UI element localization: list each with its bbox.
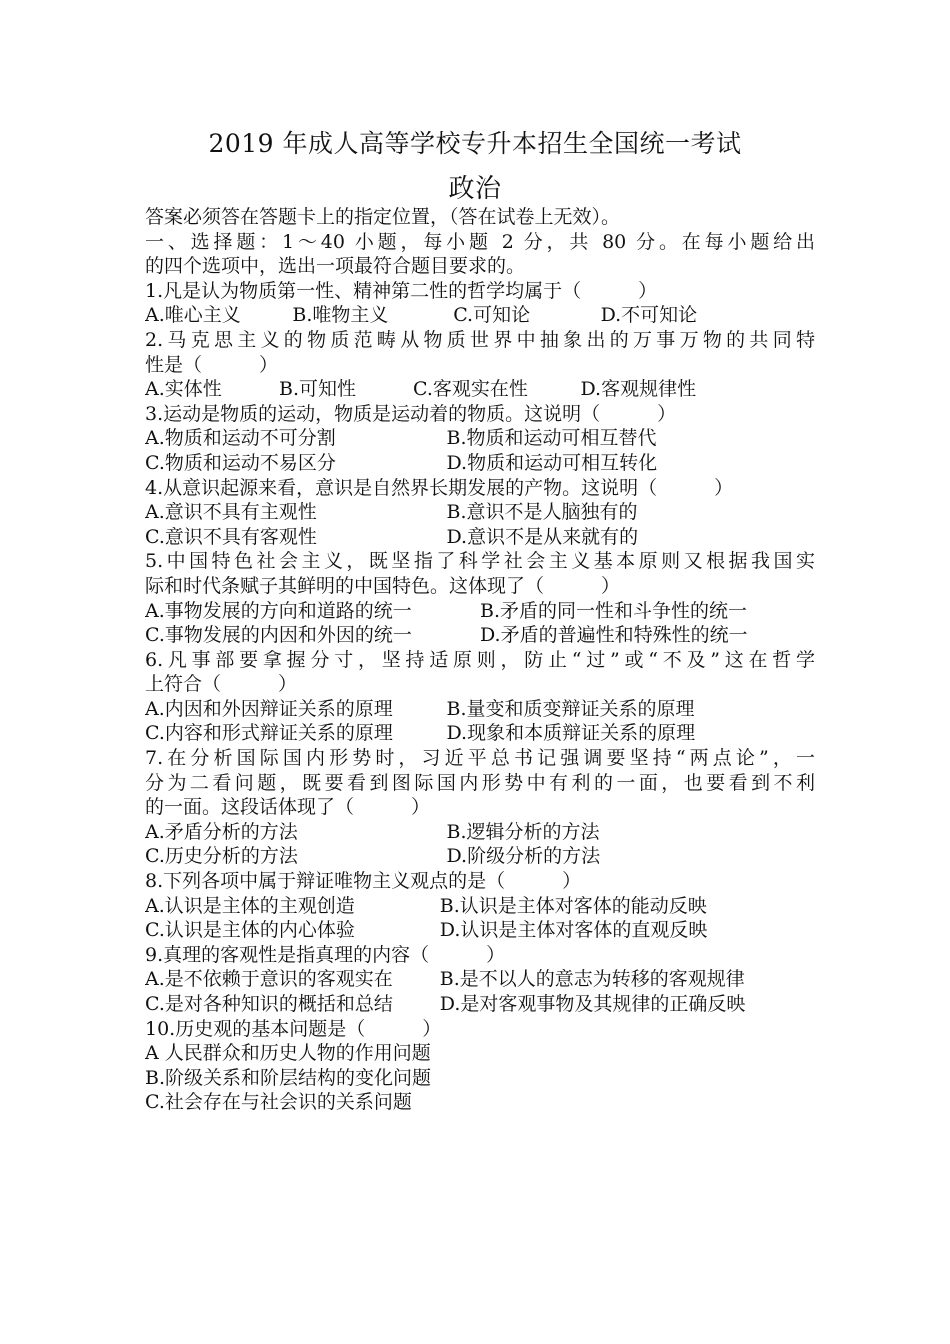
- question-4: [145, 476, 815, 550]
- question-10: [145, 1017, 815, 1115]
- option-row: [145, 500, 815, 525]
- option-row: [145, 377, 815, 402]
- question-stem-continued: 上符合（ ）: [145, 673, 298, 696]
- option-row: [145, 623, 815, 648]
- option-row: [145, 426, 815, 451]
- option-b: B.是不以人的意志为转移的客观规律: [439, 968, 745, 991]
- question-stem: 4.从意识起源来看，意识是自然界长期发展的产物。这说明（ ）: [145, 476, 734, 499]
- question-8: [145, 869, 815, 943]
- option-b: B.量变和质变辩证关系的原理: [446, 697, 695, 720]
- option-c: C.可知论: [453, 304, 531, 327]
- option-row: [145, 918, 815, 943]
- exam-content: [145, 205, 815, 1115]
- question-9: [145, 943, 815, 1017]
- option-c: C.社会存在与社会识的关系问题: [145, 1091, 412, 1114]
- option-row: [145, 721, 815, 746]
- option-a: A.意识不具有主观性: [145, 501, 317, 524]
- option-row: [145, 525, 815, 550]
- option-d: D.现象和本质辩证关系的原理: [446, 722, 696, 745]
- option-row: [145, 967, 815, 992]
- option-a: A.物质和运动不可分割: [145, 427, 336, 450]
- option-a: A.唯心主义: [145, 304, 241, 327]
- option-c: C.是对各种知识的概括和总结: [145, 993, 393, 1015]
- question-5: [145, 549, 815, 647]
- option-c: C.历史分析的方法: [145, 845, 298, 868]
- question-stem-continued: 的一面。这段话体现了（ ）: [145, 796, 431, 819]
- exam-title: 2019 年成人高等学校专升本招生全国统一考试: [208, 129, 742, 158]
- option-a: A.内因和外因辩证关系的原理: [145, 697, 393, 720]
- option-c: C.内容和形式辩证关系的原理: [145, 722, 393, 745]
- option-a: A.事物发展的方向和道路的统一: [145, 599, 412, 622]
- option-a: A 人民群众和历史人物的作用问题: [145, 1042, 431, 1065]
- option-d: D.是对客观事物及其规律的正确反映: [439, 993, 746, 1015]
- option-b: B.矛盾的同一性和斗争性的统一: [480, 599, 748, 622]
- option-a: A.是不依赖于意识的客观实在: [145, 968, 393, 991]
- question-stem: 8.下列各项中属于辩证唯物主义观点的是（ ）: [145, 870, 582, 893]
- question-stem: 3.运动是物质的运动，物质是运动着的物质。这说明（ ）: [145, 402, 677, 425]
- question-stem-continued: 性是（ ）: [145, 353, 279, 376]
- option-row: [145, 451, 815, 476]
- option-c: C.认识是主体的内心体验: [145, 919, 355, 942]
- question-stem-continued: 分为二看问题，既要看到图际国内形势中有利的一面，也要看到不利: [145, 771, 815, 794]
- option-row: [145, 697, 815, 722]
- question-stem: 5.中国特色社会主义，既坚指了科学社会主义基本原则又根据我国实: [145, 550, 815, 573]
- option-row: [145, 894, 815, 919]
- question-stem: 2.马克思主义的物质范畴从物质世界中抽象出的万事万物的共同特: [145, 328, 815, 351]
- section-heading-line-2: 的四个选项中，选出一项最符合题目要求的。: [145, 255, 526, 278]
- question-stem: 10.历史观的基本问题是（ ）: [145, 1017, 442, 1040]
- instruction-note: 答案必须答在答题卡上的指定位置，（答在试卷上无效）。: [145, 206, 621, 228]
- question-7: [145, 746, 815, 869]
- option-c: C.意识不具有客观性: [145, 525, 317, 548]
- option-c: C.物质和运动不易区分: [145, 451, 336, 474]
- option-a: A.实体性: [145, 378, 222, 401]
- option-d: D.物质和运动可相互转化: [446, 451, 658, 474]
- option-d: D.矛盾的普遍性和特殊性的统一: [480, 624, 748, 647]
- option-b: B.逻辑分析的方法: [446, 820, 600, 843]
- question-stem: 7.在分析国际国内形势时，习近平总书记强调要坚持“两点论”，一: [145, 747, 815, 770]
- option-b: B.认识是主体对客体的能动反映: [439, 894, 707, 917]
- option-a: A.矛盾分析的方法: [145, 820, 298, 843]
- section-heading-line-1: 一、选择题：1～40 小题，每小题 2 分，共 80 分。在每小题给出: [145, 230, 815, 253]
- option-d: D.客观规律性: [580, 378, 697, 401]
- option-d: D.意识不是从来就有的: [446, 525, 639, 548]
- option-b: B.物质和运动可相互替代: [446, 427, 657, 450]
- option-a: A.认识是主体的主观创造: [145, 894, 355, 917]
- option-b: B.意识不是人脑独有的: [446, 501, 638, 524]
- option-b: B.唯物主义: [292, 304, 389, 327]
- question-1: [145, 279, 815, 328]
- option-b: B.阶级关系和阶层结构的变化问题: [145, 1066, 432, 1089]
- option-c: C.事物发展的内因和外因的统一: [145, 624, 412, 647]
- question-2: [145, 328, 815, 402]
- question-stem-continued: 际和时代条赋子其鲜明的中国特色。这体现了（ ）: [145, 574, 621, 597]
- option-d: D.认识是主体对客体的直观反映: [439, 919, 708, 942]
- option-row: [145, 303, 815, 328]
- option-row: [145, 599, 815, 624]
- option-row: [145, 820, 815, 845]
- question-3: [145, 402, 815, 476]
- question-stem: 9.真理的客观性是指真理的内容（ ）: [145, 943, 506, 966]
- option-row: [145, 992, 815, 1017]
- question-stem: 1.凡是认为物质第一性、精神第二性的哲学均属于（ ）: [145, 279, 658, 302]
- option-b: B.可知性: [279, 378, 357, 401]
- question-6: [145, 648, 815, 746]
- exam-subject: 政治: [448, 174, 502, 204]
- question-stem: 6.凡事部要拿握分寸，坚持适原则，防止“过”或“不及”这在哲学: [145, 648, 815, 671]
- option-d: D.不可知论: [600, 304, 698, 327]
- option-d: D.阶级分析的方法: [446, 845, 601, 868]
- option-row: [145, 844, 815, 869]
- option-c: C.客观实在性: [413, 378, 528, 401]
